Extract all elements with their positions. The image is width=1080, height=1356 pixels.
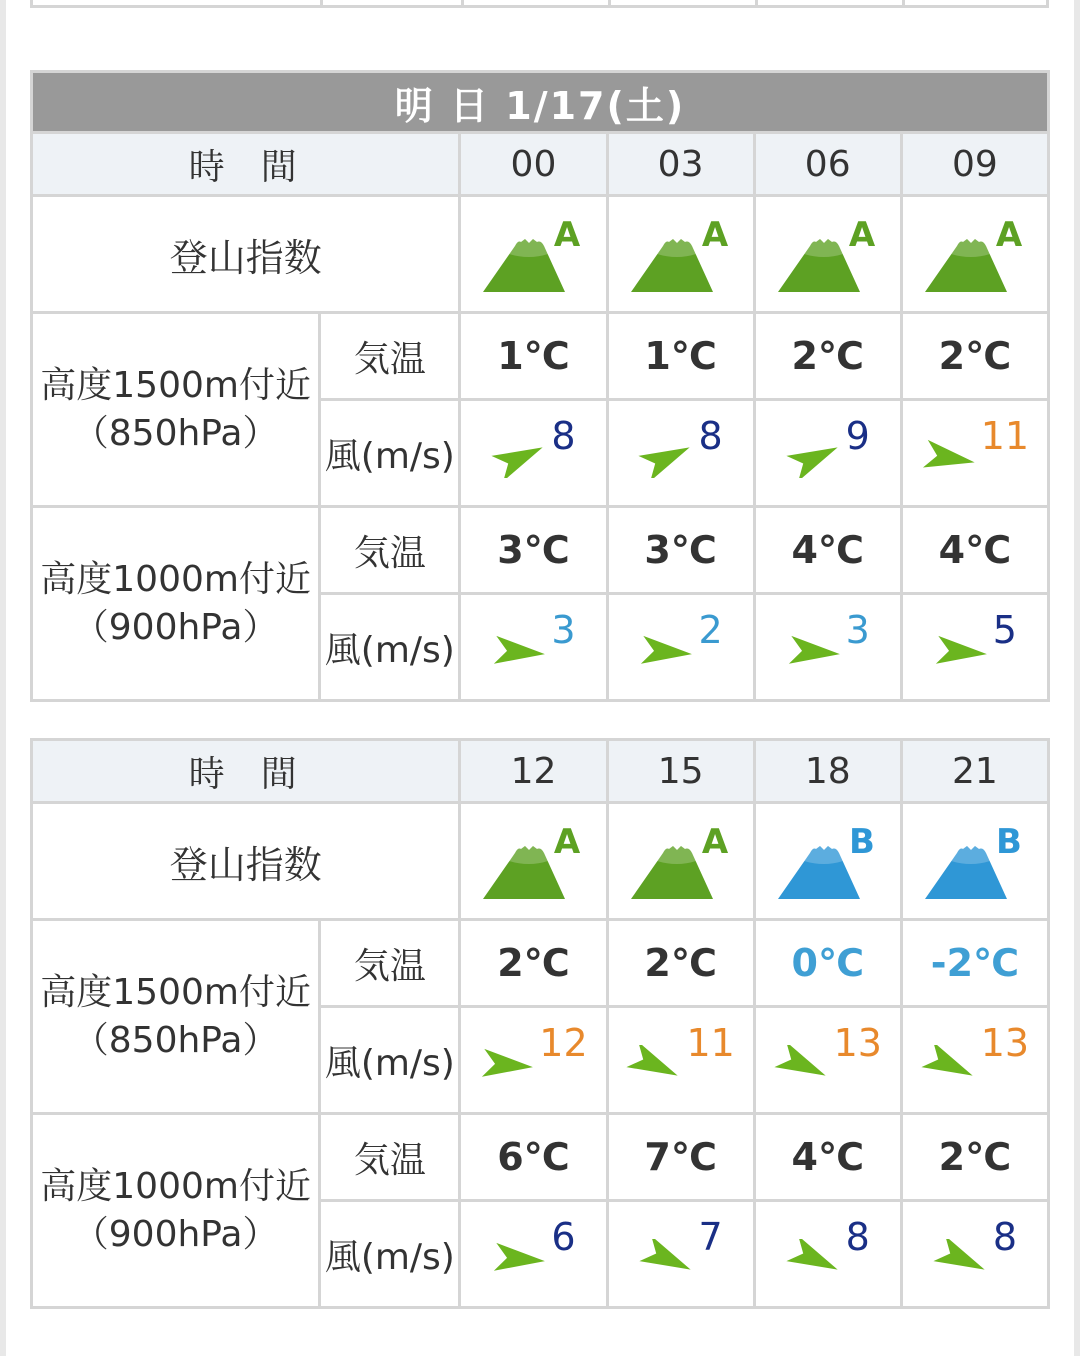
wind-arrow-shape (627, 1045, 684, 1085)
wind-arrow-shape (494, 636, 546, 668)
wind-arrow-shape (923, 440, 977, 476)
wind-speed: 3 (551, 607, 576, 652)
grade-letter: A (701, 215, 728, 255)
altitude-1500-label (32, 313, 320, 507)
grade-letter: B (848, 822, 875, 862)
mountain-peak (657, 239, 696, 257)
time-label: 時間 (32, 740, 460, 803)
wind-arrow-icon (638, 632, 696, 672)
wind-cell (901, 1201, 1048, 1308)
temperature-cell: 4℃ (754, 507, 901, 594)
wind-cell (460, 1007, 607, 1114)
wind-cell (754, 594, 901, 701)
altitude-1000-text: 高度1000m付近 (40, 558, 311, 600)
wind-arrow-icon (626, 1045, 684, 1085)
temperature-cell: 2℃ (607, 920, 754, 1007)
forecast-table-morning (30, 70, 1050, 702)
wind-arrow-shape (774, 1045, 831, 1085)
mountain-peak (509, 846, 548, 864)
wind-arrow-shape (639, 438, 696, 478)
wind-arrow-shape (936, 636, 988, 668)
altitude-1000-label (32, 507, 320, 701)
wind-label: 風(m/s) (320, 594, 460, 701)
mountain-grade-icon (629, 214, 733, 294)
wind-arrow-icon (638, 438, 696, 478)
temperature-cell: 0℃ (754, 920, 901, 1007)
temperature-cell: 3℃ (460, 507, 607, 594)
hour-cell: 06 (754, 133, 901, 196)
wind-speed: 3 (845, 607, 870, 652)
hour-cell: 12 (460, 740, 607, 803)
climbing-index-label: 登山指数 (32, 803, 460, 920)
temperature-cell: 2℃ (754, 313, 901, 400)
mountain-peak (657, 846, 696, 864)
wind-arrow-shape (494, 1243, 546, 1275)
temperature-label: 気温 (320, 313, 460, 400)
pressure-900-text: （900hPa） (72, 1213, 279, 1255)
wind-arrow-icon (786, 438, 844, 478)
wind-cell (460, 400, 607, 507)
wind-arrow-shape (641, 636, 693, 668)
grade-letter: A (848, 215, 875, 255)
wind-label: 風(m/s) (320, 1007, 460, 1114)
wind-arrow-icon (921, 438, 979, 478)
grade-cell (901, 196, 1048, 313)
wind-speed: 9 (845, 413, 870, 458)
date-header: 明 日 1/17(土) (32, 72, 1049, 133)
hour-cell: 18 (754, 740, 901, 803)
altitude-1000-label (32, 1114, 320, 1308)
hour-cell: 00 (460, 133, 607, 196)
wind-speed: 7 (698, 1214, 723, 1259)
wind-cell (607, 1007, 754, 1114)
wind-label: 風(m/s) (320, 1201, 460, 1308)
wind-speed: 12 (539, 1020, 588, 1065)
temperature-cell: 2℃ (901, 313, 1048, 400)
grade-cell (901, 803, 1048, 920)
wind-speed: 8 (551, 413, 576, 458)
altitude-1500-label (32, 920, 320, 1114)
wind-arrow-icon (786, 1239, 844, 1279)
wind-arrow-shape (786, 438, 843, 478)
wind-speed: 2 (698, 607, 723, 652)
wind-cell (607, 400, 754, 507)
temperature-label: 気温 (320, 920, 460, 1007)
temperature-cell: 1℃ (460, 313, 607, 400)
wind-arrow-icon (921, 1045, 979, 1085)
wind-arrow-icon (639, 1239, 697, 1279)
mountain-grade-icon (481, 214, 585, 294)
wind-cell (754, 1201, 901, 1308)
wind-speed: 6 (551, 1214, 576, 1259)
wind-speed: 8 (845, 1214, 870, 1259)
mountain-peak (804, 239, 843, 257)
mountain-grade-icon (776, 821, 880, 901)
wind-arrow-icon (786, 632, 844, 672)
wind-speed: 13 (833, 1020, 882, 1065)
temperature-cell: 6℃ (460, 1114, 607, 1201)
wind-label: 風(m/s) (320, 400, 460, 507)
wind-arrow-shape (639, 1239, 696, 1279)
wind-arrow-icon (491, 438, 549, 478)
pressure-850-text: （850hPa） (72, 412, 279, 454)
grade-cell (460, 196, 607, 313)
wind-cell (901, 1007, 1048, 1114)
mountain-grade-icon (923, 214, 1027, 294)
mountain-peak (804, 846, 843, 864)
grade-cell (607, 196, 754, 313)
wind-arrow-icon (491, 1239, 549, 1279)
grade-letter: A (701, 822, 728, 862)
climbing-index-label: 登山指数 (32, 196, 460, 313)
grade-letter: A (554, 822, 581, 862)
wind-arrow-shape (788, 636, 840, 668)
wind-cell (901, 594, 1048, 701)
mountain-peak (951, 846, 990, 864)
grade-letter: A (995, 215, 1023, 255)
grade-cell (607, 803, 754, 920)
temperature-cell: 4℃ (754, 1114, 901, 1201)
altitude-1500-text: 高度1500m付近 (40, 971, 311, 1013)
wind-speed: 8 (698, 413, 723, 458)
wind-arrow-shape (921, 1045, 978, 1085)
wind-cell (754, 400, 901, 507)
temperature-cell: 4℃ (901, 507, 1048, 594)
pressure-850-text: （850hPa） (72, 1019, 279, 1061)
grade-cell (754, 803, 901, 920)
grade-letter: A (554, 215, 581, 255)
wind-speed: 11 (686, 1020, 735, 1065)
wind-arrow-icon (491, 632, 549, 672)
mountain-grade-icon (481, 821, 585, 901)
temperature-label: 気温 (320, 507, 460, 594)
hour-cell: 03 (607, 133, 754, 196)
altitude-1500-text: 高度1500m付近 (40, 364, 311, 406)
hour-cell: 09 (901, 133, 1048, 196)
forecast-table-afternoon (30, 738, 1050, 1309)
wind-speed: 5 (992, 607, 1017, 652)
temperature-cell: 3℃ (607, 507, 754, 594)
wind-cell (607, 594, 754, 701)
grade-letter: B (995, 822, 1022, 862)
wind-cell (460, 1201, 607, 1308)
temperature-label: 気温 (320, 1114, 460, 1201)
temperature-cell: 7℃ (607, 1114, 754, 1201)
hour-cell: 21 (901, 740, 1048, 803)
wind-arrow-icon (933, 632, 991, 672)
wind-speed: 13 (980, 1020, 1030, 1065)
wind-arrow-shape (786, 1239, 843, 1279)
previous-table-bottom (30, 0, 1049, 8)
temperature-cell: 2℃ (460, 920, 607, 1007)
wind-arrow-shape (492, 438, 549, 478)
wind-arrow-icon (479, 1045, 537, 1085)
wind-arrow-shape (482, 1049, 534, 1081)
temperature-cell: -2℃ (901, 920, 1048, 1007)
wind-cell (460, 594, 607, 701)
mountain-grade-icon (629, 821, 733, 901)
mountain-peak (951, 239, 990, 257)
page-frame-right (1074, 0, 1080, 1356)
altitude-1000-text: 高度1000m付近 (40, 1165, 311, 1207)
wind-speed: 11 (980, 413, 1030, 458)
wind-cell (901, 400, 1048, 507)
mountain-grade-icon (776, 214, 880, 294)
wind-cell (607, 1201, 754, 1308)
grade-cell (754, 196, 901, 313)
mountain-peak (509, 239, 548, 257)
temperature-cell: 2℃ (901, 1114, 1048, 1201)
time-label: 時間 (32, 133, 460, 196)
pressure-900-text: （900hPa） (72, 606, 279, 648)
hour-cell: 15 (607, 740, 754, 803)
wind-speed: 8 (992, 1214, 1017, 1259)
wind-arrow-icon (774, 1045, 832, 1085)
wind-arrow-shape (933, 1239, 990, 1279)
grade-cell (460, 803, 607, 920)
wind-arrow-icon (933, 1239, 991, 1279)
temperature-cell: 1℃ (607, 313, 754, 400)
page-frame-left (0, 0, 6, 1356)
mountain-grade-icon (923, 821, 1027, 901)
wind-cell (754, 1007, 901, 1114)
